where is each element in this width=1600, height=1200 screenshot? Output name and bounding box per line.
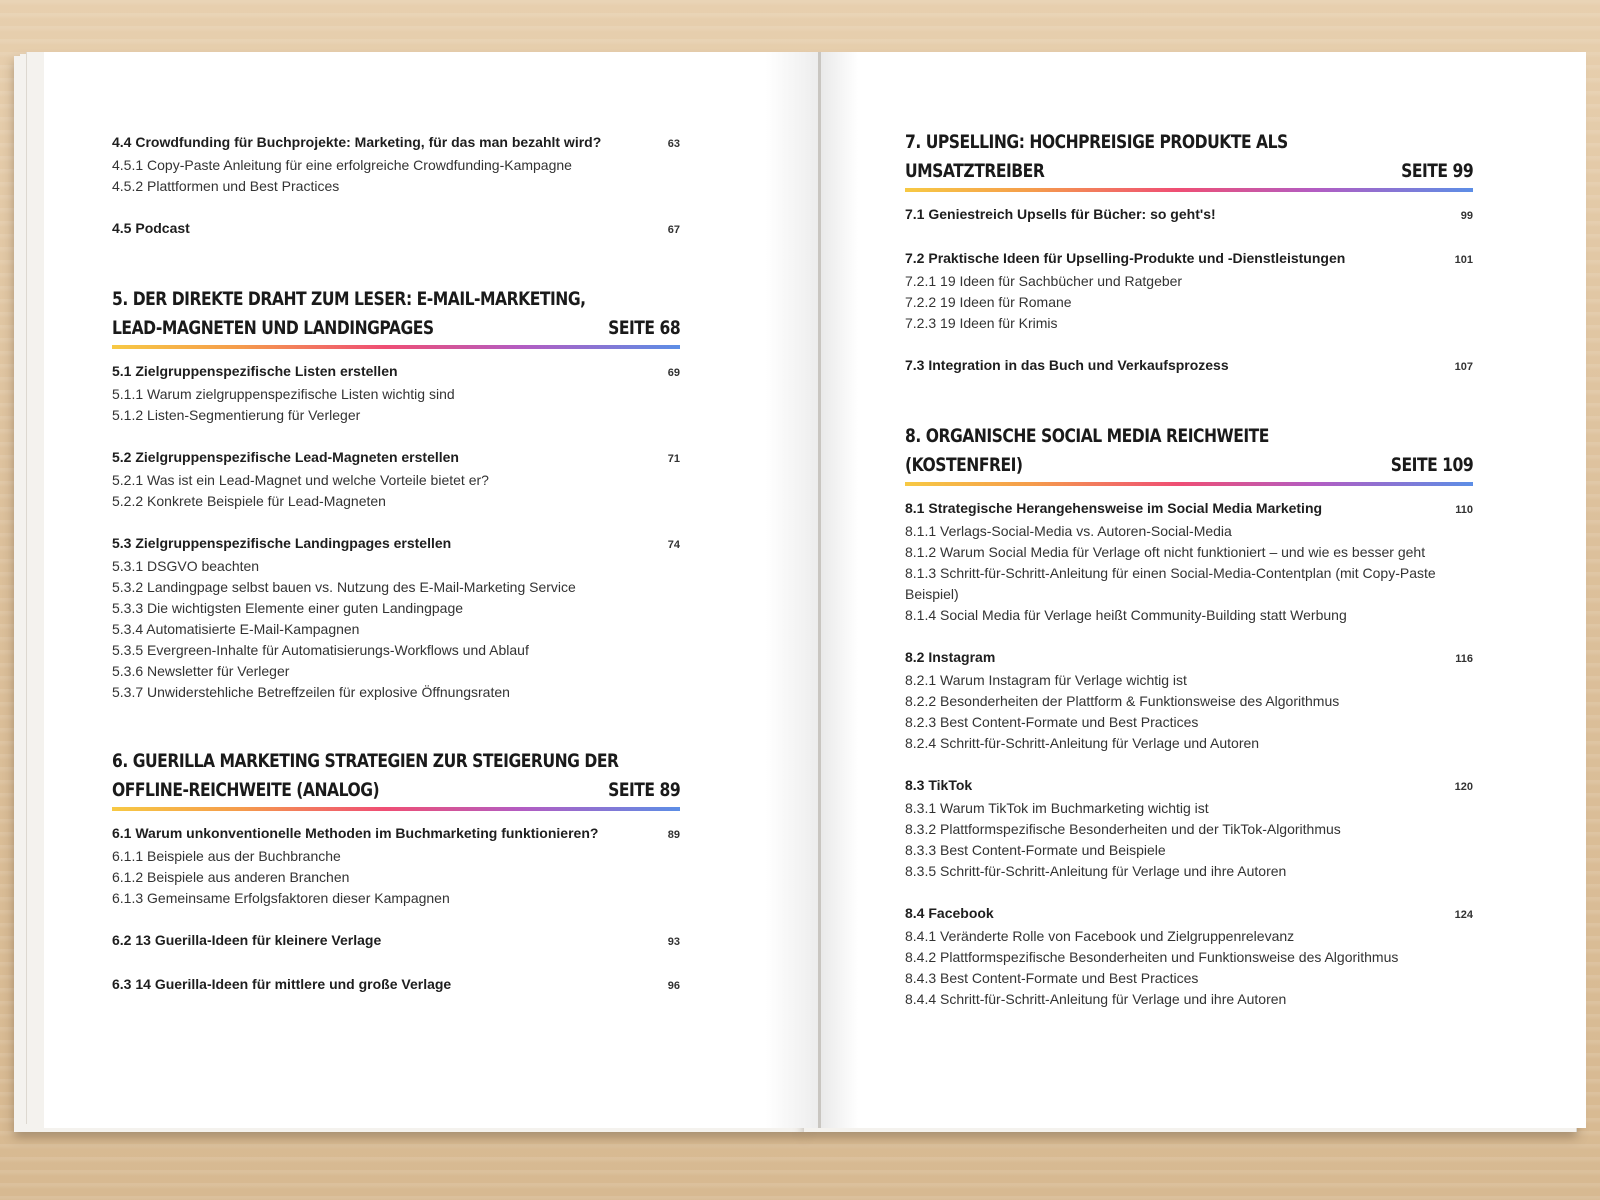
- toc-subentry[interactable]: 8.3.3 Best Content-Formate und Beispiele: [905, 842, 1166, 858]
- toc-subentry[interactable]: 7.2.3 19 Ideen für Krimis: [905, 315, 1058, 331]
- right-page-toc: [905, 128, 1473, 1010]
- toc-entry[interactable]: 8.1 Strategische Herangehensweise im Social Media Marketing 110: [905, 500, 1473, 516]
- book-gutter: [818, 52, 821, 1128]
- toc-entry[interactable]: 6.3 14 Guerilla-Ideen für mittlere und große Verlage 96: [112, 976, 680, 992]
- toc-subentry[interactable]: 5.3.7 Unwiderstehliche Betreffzeilen für explosive Öffnungsraten: [112, 684, 510, 700]
- toc-subentry[interactable]: 6.1.3 Gemeinsame Erfolgsfaktoren dieser Kampagnen: [112, 890, 450, 906]
- toc-entry[interactable]: 7.2 Praktische Ideen für Upselling-Produkte und -Dienstleistungen 101: [905, 250, 1473, 266]
- chapter-title-line: OFFLINE-REICHWEITE (ANALOG): [112, 779, 380, 801]
- gradient-rule: [112, 807, 680, 811]
- toc-entry[interactable]: 7.3 Integration in das Buch und Verkaufsprozess 107: [905, 357, 1473, 373]
- toc-subentry[interactable]: 8.1.2 Warum Social Media für Verlage oft nicht funktioniert – und wie es besser geht: [905, 544, 1426, 560]
- chapter-heading-8[interactable]: [905, 422, 1473, 486]
- toc-subentry[interactable]: 7.2.2 19 Ideen für Romane: [905, 294, 1072, 310]
- chapter-title-line: LEAD-MAGNETEN UND LANDINGPAGES: [112, 317, 434, 339]
- toc-entry[interactable]: 8.4 Facebook 124: [905, 905, 1473, 921]
- toc-subentry[interactable]: 5.3.6 Newsletter für Verleger: [112, 663, 290, 679]
- toc-subentry[interactable]: 8.3.1 Warum TikTok im Buchmarketing wichtig ist: [905, 800, 1209, 816]
- chapter-title-line: 7. UPSELLING: HOCHPREISIGE PRODUKTE ALS UMSATZTREIBER: [905, 131, 1288, 182]
- toc-subentry[interactable]: 8.1.3 Schritt-für-Schritt-Anleitung für einen Social-Media-Contentplan (mit Copy-Paste Beispiel): [905, 565, 1436, 602]
- toc-subentry[interactable]: 4.5.1 Copy-Paste Anleitung für eine erfolgreiche Crowdfunding-Kampagne: [112, 157, 572, 173]
- gradient-rule: [905, 482, 1473, 486]
- toc-subentry[interactable]: 5.1.2 Listen-Segmentierung für Verleger: [112, 407, 361, 423]
- toc-entry[interactable]: 6.1 Warum unkonventionelle Methoden im Buchmarketing funktionieren? 89: [112, 825, 680, 841]
- chapter-page: SEITE 68: [608, 317, 681, 339]
- toc-subentry[interactable]: 6.1.1 Beispiele aus der Buchbranche: [112, 848, 341, 864]
- left-page-toc: [112, 132, 680, 997]
- toc-subentry[interactable]: 5.3.5 Evergreen-Inhalte für Automatisierungs-Workflows und Ablauf: [112, 642, 529, 658]
- toc-subentry[interactable]: 5.2.1 Was ist ein Lead-Magnet und welche Vorteile bietet er?: [112, 472, 489, 488]
- toc-entry[interactable]: 5.1 Zielgruppenspezifische Listen erstellen 69: [112, 363, 680, 379]
- toc-entry[interactable]: 5.2 Zielgruppenspezifische Lead-Magneten erstellen 71: [112, 449, 680, 465]
- toc-subentry[interactable]: 5.3.3 Die wichtigsten Elemente einer guten Landingpage: [112, 600, 464, 616]
- toc-subentry[interactable]: 5.2.2 Konkrete Beispiele für Lead-Magneten: [112, 493, 386, 509]
- toc-entry[interactable]: 5.3 Zielgruppenspezifische Landingpages erstellen 74: [112, 535, 680, 551]
- toc-subentry[interactable]: 8.2.1 Warum Instagram für Verlage wichtig ist: [905, 672, 1187, 688]
- toc-entry[interactable]: 8.3 TikTok 120: [905, 777, 1473, 793]
- chapter-title-line: 5. DER DIREKTE DRAHT ZUM LESER: E-MAIL-MARKETING,: [112, 288, 586, 310]
- toc-entry[interactable]: [112, 218, 680, 241]
- toc-entry[interactable]: 7.1 Geniestreich Upsells für Bücher: so geht's! 99: [905, 206, 1473, 222]
- toc-entry[interactable]: [112, 132, 680, 155]
- entry-page: 63: [667, 138, 680, 150]
- toc-subentry[interactable]: 5.3.4 Automatisierte E-Mail-Kampagnen: [112, 621, 360, 637]
- toc-subentry[interactable]: 8.3.5 Schritt-für-Schritt-Anleitung für Verlage und ihre Autoren: [905, 863, 1287, 879]
- toc-subentry[interactable]: 5.1.1 Warum zielgruppenspezifische Listen wichtig sind: [112, 386, 455, 402]
- toc-subentry[interactable]: 8.2.3 Best Content-Formate und Best Practices: [905, 714, 1199, 730]
- gradient-rule: [905, 188, 1473, 192]
- entry-title: 4.5 Podcast: [112, 220, 190, 236]
- entry-title: 4.4 Crowdfunding für Buchprojekte: Marketing, für das man bezahlt wird?: [112, 134, 602, 150]
- toc-subentry[interactable]: 5.3.2 Landingpage selbst bauen vs. Nutzung des E-Mail-Marketing Service: [112, 579, 576, 595]
- toc-subentry[interactable]: 4.5.2 Plattformen und Best Practices: [112, 178, 340, 194]
- toc-subentry[interactable]: 8.1.4 Social Media für Verlage heißt Community-Building statt Werbung: [905, 607, 1347, 623]
- toc-subentry[interactable]: 6.1.2 Beispiele aus anderen Branchen: [112, 869, 350, 885]
- toc-subentry[interactable]: 8.4.1 Veränderte Rolle von Facebook und Zielgruppenrelevanz: [905, 928, 1295, 944]
- toc-subentry[interactable]: 8.2.4 Schritt-für-Schritt-Anleitung für Verlage und Autoren: [905, 735, 1260, 751]
- toc-subentry[interactable]: 5.3.1 DSGVO beachten: [112, 558, 260, 574]
- toc-subentry[interactable]: 8.2.2 Besonderheiten der Plattform & Funktionsweise des Algorithmus: [905, 693, 1340, 709]
- toc-subentry[interactable]: 8.4.4 Schritt-für-Schritt-Anleitung für Verlage und ihre Autoren: [905, 991, 1287, 1007]
- entry-page: 67: [667, 224, 680, 236]
- chapter-heading-5[interactable]: [112, 285, 680, 349]
- toc-entry[interactable]: 6.2 13 Guerilla-Ideen für kleinere Verlage 93: [112, 932, 680, 948]
- chapter-heading-6[interactable]: [112, 747, 680, 811]
- toc-subentry[interactable]: 8.1.1 Verlags-Social-Media vs. Autoren-Social-Media: [905, 523, 1232, 539]
- gradient-rule: [112, 345, 680, 349]
- chapter-page: SEITE 99: [1401, 160, 1474, 182]
- chapter-heading-7[interactable]: [905, 128, 1473, 192]
- chapter-title-line: 8. ORGANISCHE SOCIAL MEDIA REICHWEITE (KOSTENFREI): [905, 425, 1269, 476]
- toc-subentry[interactable]: 8.4.3 Best Content-Formate und Best Practices: [905, 970, 1199, 986]
- toc-subentry[interactable]: 8.3.2 Plattformspezifische Besonderheiten und der TikTok-Algorithmus: [905, 821, 1341, 837]
- toc-subentry[interactable]: 7.2.1 19 Ideen für Sachbücher und Ratgeber: [905, 273, 1183, 289]
- toc-entry[interactable]: 8.2 Instagram 116: [905, 649, 1473, 665]
- chapter-title-line: 6. GUERILLA MARKETING STRATEGIEN ZUR STEIGERUNG DER: [112, 750, 619, 772]
- toc-subentry[interactable]: 8.4.2 Plattformspezifische Besonderheiten und Funktionsweise des Algorithmus: [905, 949, 1399, 965]
- chapter-page: SEITE 109: [1390, 454, 1474, 476]
- chapter-page: SEITE 89: [608, 779, 681, 801]
